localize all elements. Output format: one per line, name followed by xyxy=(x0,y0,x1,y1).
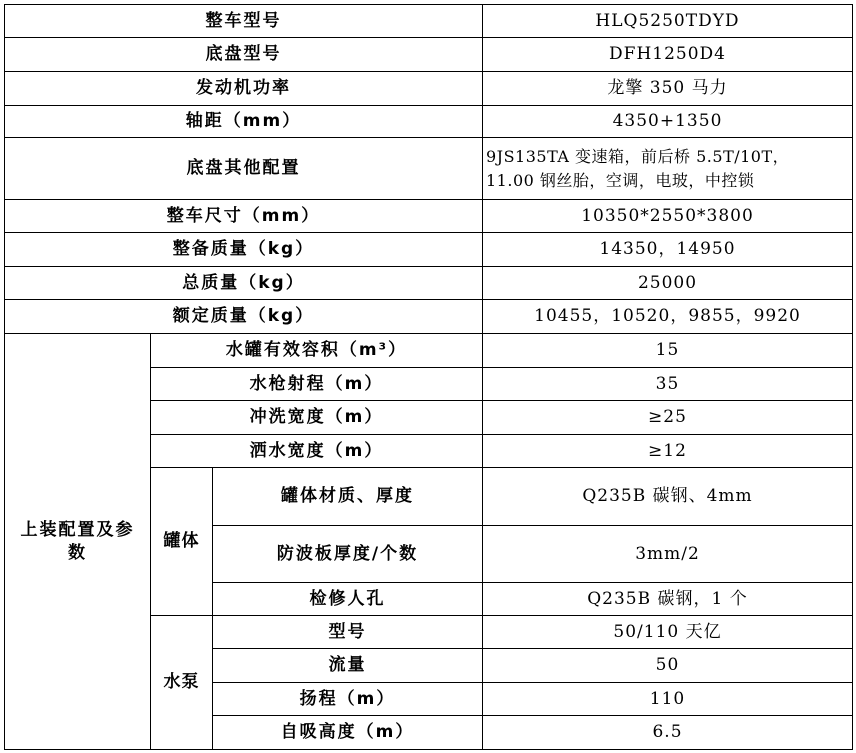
wheelbase-label: 轴距（mm） xyxy=(5,106,483,138)
pump-group-label: 水泵 xyxy=(151,616,213,750)
chassis-model-value: DFH1250D4 xyxy=(483,38,853,72)
dimensions-value: 10350*2550*3800 xyxy=(483,200,853,233)
row-curb-weight xyxy=(5,233,853,267)
upper-group-label: 上装配置及参数 xyxy=(5,334,151,750)
chassis-model-label: 底盘型号 xyxy=(5,38,483,72)
row-gross-weight xyxy=(5,267,853,300)
row-model xyxy=(5,5,853,38)
rated-load-value: 10455，10520，9855，9920 xyxy=(483,300,853,334)
row-wheelbase xyxy=(5,106,853,138)
pump-flow-value: 50 xyxy=(483,649,853,683)
spec-table xyxy=(4,4,853,750)
pump-type-label: 型号 xyxy=(213,616,483,649)
row-chassis-other xyxy=(5,138,853,200)
curb-weight-value: 14350，14950 xyxy=(483,233,853,267)
gun-range-label: 水枪射程（m） xyxy=(151,368,483,401)
manhole-label: 检修人孔 xyxy=(213,583,483,616)
baffle-label: 防波板厚度/个数 xyxy=(213,526,483,583)
rated-load-label: 额定质量（kg） xyxy=(5,300,483,334)
dimensions-label: 整车尺寸（mm） xyxy=(5,200,483,233)
model-value: HLQ5250TDYD xyxy=(483,5,853,38)
model-label: 整车型号 xyxy=(5,5,483,38)
gun-range-value: 35 xyxy=(483,368,853,401)
curb-weight-label: 整备质量（kg） xyxy=(5,233,483,267)
row-rated-load xyxy=(5,300,853,334)
spray-width-label: 洒水宽度（m） xyxy=(151,435,483,468)
row-chassis-model xyxy=(5,38,853,72)
flush-width-value: ≥25 xyxy=(483,401,853,435)
tank-material-value: Q235B 碳钢、4mm xyxy=(483,468,853,526)
chassis-other-line-2: 11.00 钢丝胎，空调，电玻，中控锁 xyxy=(486,170,755,190)
pump-head-value: 110 xyxy=(483,683,853,716)
tank-volume-label: 水罐有效容积（m³） xyxy=(151,334,483,368)
row-engine-power xyxy=(5,72,853,106)
row-tank-volume xyxy=(5,334,853,368)
gross-weight-value: 25000 xyxy=(483,267,853,300)
baffle-value: 3mm/2 xyxy=(483,526,853,583)
pump-suction-label: 自吸高度（m） xyxy=(213,716,483,750)
tank-group-label: 罐体 xyxy=(151,468,213,616)
pump-type-value: 50/110 天亿 xyxy=(483,616,853,649)
flush-width-label: 冲洗宽度（m） xyxy=(151,401,483,435)
pump-flow-label: 流量 xyxy=(213,649,483,683)
gross-weight-label: 总质量（kg） xyxy=(5,267,483,300)
manhole-value: Q235B 碳钢，1 个 xyxy=(483,583,853,616)
tank-material-label: 罐体材质、厚度 xyxy=(213,468,483,526)
spray-width-value: ≥12 xyxy=(483,435,853,468)
pump-suction-value: 6.5 xyxy=(483,716,853,750)
chassis-other-label: 底盘其他配置 xyxy=(5,138,483,200)
row-dimensions xyxy=(5,200,853,233)
chassis-other-value xyxy=(483,138,853,200)
tank-volume-value: 15 xyxy=(483,334,853,368)
engine-power-label: 发动机功率 xyxy=(5,72,483,106)
pump-head-label: 扬程（m） xyxy=(213,683,483,716)
wheelbase-value: 4350+1350 xyxy=(483,106,853,138)
chassis-other-line-1: 9JS135TA 变速箱，前后桥 5.5T/10T， xyxy=(486,147,790,167)
engine-power-value: 龙擎 350 马力 xyxy=(483,72,853,106)
